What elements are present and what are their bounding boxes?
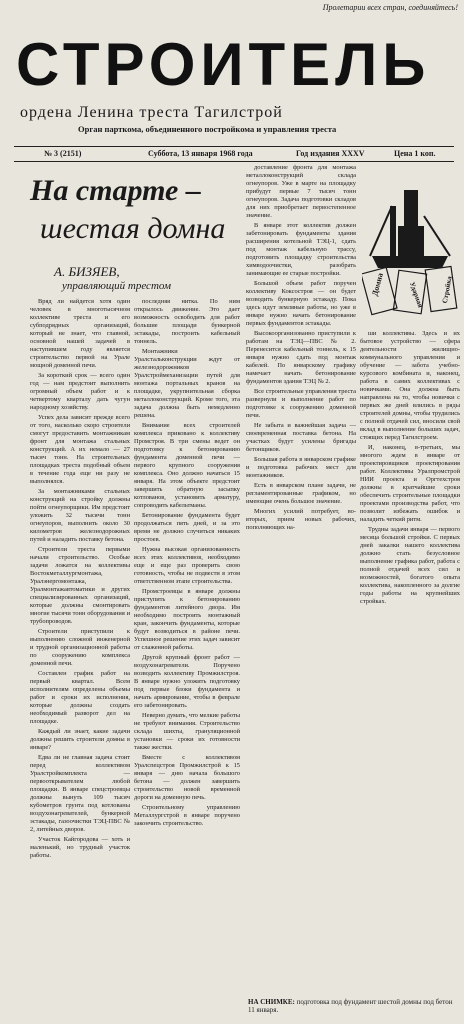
paragraph: Не забыта и важнейшая задача — своевременная поставка бетона. На участках будут усилены бригады бетонщиков. bbox=[246, 422, 356, 453]
author-name: А. БИЗЯЕВ, bbox=[54, 264, 120, 279]
paragraph: Промстроевцы в январе должны приступить к бетонированию фундаментов литейного двора. Им необходимо построить монтажный кран, закончить фундаменты, которые будут возводиться в районе печи. Успешное решение этих задач зависит от слаженной работы. bbox=[134, 588, 240, 651]
article-column-2 bbox=[134, 298, 240, 1018]
paragraph: Вместе с коллективом Уралспецстроя Промжилстрой к 15 января — дню начала большого бетона — должен завершить строительство новой временной дороги на доменную печь. bbox=[134, 754, 240, 801]
photo-caption bbox=[248, 998, 460, 1014]
paragraph: В январе этот коллектив должен забетонировать фундаменты здания расширения котельной ТЭЦ-1, сдать под монтаж кабельную трассу, подготовить площадку строительства химводоочистки, разобрать занимающие ее старые постройки. bbox=[246, 222, 356, 277]
paragraph: Вряд ли найдется хотя один человек в многотысячном коллективе треста и его субподрядных организаций, который не знает, что главной, основной нашей задачей в наступившем году является строительство первой на Урале мощной доменной печи. bbox=[30, 298, 130, 369]
paragraph: Многих усилий потребует, во-вторых, прием новых рабочих, пополняющих на- bbox=[246, 508, 356, 531]
paragraph: Строители приступили к выполнению сложной инженерной и трудной организационной работы по сооружению комплекса доменной печи. bbox=[30, 628, 130, 667]
headline-line2: шестая домна bbox=[40, 212, 226, 245]
issue-date: Суббота, 13 января 1968 года bbox=[148, 149, 253, 158]
issue-number: № 3 (2151) bbox=[44, 149, 82, 158]
paragraph: Едва ли не главная задача стоит перед коллективом Уралстройкомплекта — первооткрывателем любой площадки. В январе спецстроевцы должны вынуть 109 тысяч кубометров грунта под котлованы воздухонагревателей, бункерной эстакады, газоочистки ТЭЦ-ПВС № 2, литейных дворов. bbox=[30, 754, 130, 833]
paragraph: Нужна высокая организованность всех этих коллективов, необходимо еще и еще раз проверить свою готовность, чтобы не подвести в этом ответственном этапе строительства. bbox=[134, 546, 240, 585]
paragraph: Неверно думать, что мелкие работы не требуют внимания. Строительство склада шихты, грануляционной установки — сроки их готовности также жестки. bbox=[134, 712, 240, 751]
paragraph: Есть в январском плане задачи, не регламентированные графиком, но имеющие очень большое значение. bbox=[246, 482, 356, 505]
paragraph: За монтажниками стальных конструкций на стройку должны пойти огнеупорщики. Им предстоит уложить 32 тысячи тонн огнеупоров, выполнить около 30 километров железнодорожных путей и наладить поставку бетона. bbox=[30, 488, 130, 543]
paragraph: Строительному управлению Металлургстрой в январе поручено закончить строительство. bbox=[134, 804, 240, 827]
paragraph: Составлен график работ на первый квартал. Всем исполнителям определены объемы работ и сроки их исполнения, которые должны создать необходимый разворот дел на площадке. bbox=[30, 670, 130, 725]
paragraph: ши коллективы. Здесь и их бытовое устройство — сфера деятельности жилищно-коммунального управления и обучение — забота учебно-курсового комбината и, наконец, работа в самих коллективах с новичками. Она должна быть направлена на то, чтобы новички с первых же дней влились в ряды строителей домны, чтобы трудились с полной отдачей сил, вносили свой вклад в выполнение больших задач, стоящих перед Тагилстроем. bbox=[360, 330, 460, 441]
author-title: управляющий трестом bbox=[62, 280, 171, 292]
issue-year: Год издания XXXV bbox=[296, 149, 365, 158]
caption-text: подготовка под фундамент шестой домны под бетон 11 января. bbox=[248, 998, 453, 1014]
bottom-rule bbox=[14, 161, 454, 162]
paragraph: Высокоорганизованно приступили к работам на ТЭЦ—ПВС № 2. Перенесится кабельный тоннель, к 15 января нужно сдать под монтаж кабелей. По январскому графику намечает начать бетонирование фундаментов здания ТЭЦ № 2. bbox=[246, 330, 356, 385]
paragraph: Бетонирование фундамента будет продолжаться пять дней, и за это время не должно случиться никаких простоев. bbox=[134, 512, 240, 543]
article-column-1 bbox=[30, 298, 130, 1018]
article-column-3 bbox=[246, 164, 356, 990]
issue-price: Цена 1 коп. bbox=[394, 149, 436, 158]
headline-line1: На старте – bbox=[30, 174, 201, 207]
slogan: Пролетарии всех стран, соединяйтесь! bbox=[322, 3, 458, 12]
paragraph: Успех дела зависит прежде всего от того, насколько скоро строители смогут предоставить монтажникам фронт для монтажа стальных конструкций. А их немало — 27 тысяч тонн. На строительных площадках треста подобный объем в течение года еще ни разу не выполнялся. bbox=[30, 414, 130, 485]
paragraph: Большой объем работ поручен коллективу Коксостроя — он будет возводить бункерную эстакаду. Пока здесь идут земляные работы, но уже в январе нужно начать бетонирование первых фундаментов эстакады. bbox=[246, 280, 356, 327]
paragraph: Все строительные управления треста развернули и выполнение работ по подготовке к сооружению доменной печи. bbox=[246, 388, 356, 419]
paragraph: Строители треста первыми начали строительство. Особые задачи ложатся на коллективы Востокметаллургмонтажа, Уралэнергомонтажа, Уралмонтажавтоматики и других специализированных организаций, которые должны смонтировать многие тысячи тонн оборудования и трубопроводов. bbox=[30, 546, 130, 625]
top-rule bbox=[14, 146, 454, 147]
paragraph: последняя нитка. По ним открылось движение. Это дает возможность освободить для работ большие площади бункерной эстакады, построить кабельный тоннель. bbox=[134, 298, 240, 345]
blast-furnace-illustration bbox=[362, 186, 458, 316]
paragraph: доставление фронта для монтажа металлоконструкций склада огнеупоров. Уже в марте на площадку прибудут первые 7 тысяч тонн огнеупоров. Задача подготовки складов для них приобретает первостепенное значение. bbox=[246, 164, 356, 219]
article-column-4 bbox=[360, 330, 460, 990]
poster-word-2: Ударная bbox=[407, 280, 425, 309]
paragraph: Каждый ли знает, какие задачи должны решить строители домны в январе? bbox=[30, 728, 130, 751]
paragraph: Трудны задачи января — первого месяца большой стройки. С первых дней закалки нашего коллектива должно стать безусловное выполнение графика работ, работа с полной отдачей всех сил и возможностей, богатого опыта коллектива, накопленного за долгие годы работы на крупнейших стройках. bbox=[360, 526, 460, 605]
paragraph: Монтажники Уралстальконструкции ждут от железнодорожников Уралстроймеханизации путей для монтажа портальных кранов на площадке, укрупнительная сборка металлоконструкций. Кроме того, эта задача должна быть немедленно решена. bbox=[134, 348, 240, 419]
paragraph: Другой крупный фронт работ — воздухонагреватели. Поручено возводить коллективу Промжилстроя. В январе нужно уложить подготовку под первые блоки фундамента и начать армирование, чтобы в феврале его забетонировать. bbox=[134, 654, 240, 709]
paragraph: Внимание всех строителей комплекса приковано к коллективу Промстроя. В три смены ведет он подготовку к бетонированию фундамента доменной печи — первого крупного сооружения комплекса. Оно должно начаться 15 января. На этом объекте предстоит завершить обратную засыпку котлованов, установить арматуру, сопроводить кабельтманы. bbox=[134, 422, 240, 509]
caption-label: НА СНИМКЕ: bbox=[248, 998, 295, 1006]
organ-line: Орган парткома, объединенного постройкома и управления треста bbox=[78, 124, 337, 134]
paragraph: Участок Кайгородова — хоть и маленький, но трудный участок работы. bbox=[30, 836, 130, 859]
paragraph: За короткий срок — всего один год — нам предстоит выполнить огромный объем работ и к четвертому кварталу дать чугун народному хозяйству. bbox=[30, 372, 130, 411]
paragraph: И, наконец, в-третьих, мы многого ждем в январе от проектировщиков проектирования работ. Коллективы Уралпромстрой НИИ проекта и Оргтехстроя должны в кратчайшие сроки обеспечить строительные площадки проектами производства работ, что позволит избежать ошибок и наладить четкий ритм. bbox=[360, 444, 460, 523]
poster-word-1: Домна bbox=[370, 271, 385, 297]
masthead-title: СТРОИТЕЛЬ bbox=[16, 31, 431, 98]
poster-word-3: Стройка bbox=[440, 275, 454, 304]
masthead-subtitle: ордена Ленина треста Тагилстрой bbox=[20, 104, 283, 121]
paragraph: Большая работа в январском графике и подготовка рабочих мест для монтажников. bbox=[246, 456, 356, 479]
